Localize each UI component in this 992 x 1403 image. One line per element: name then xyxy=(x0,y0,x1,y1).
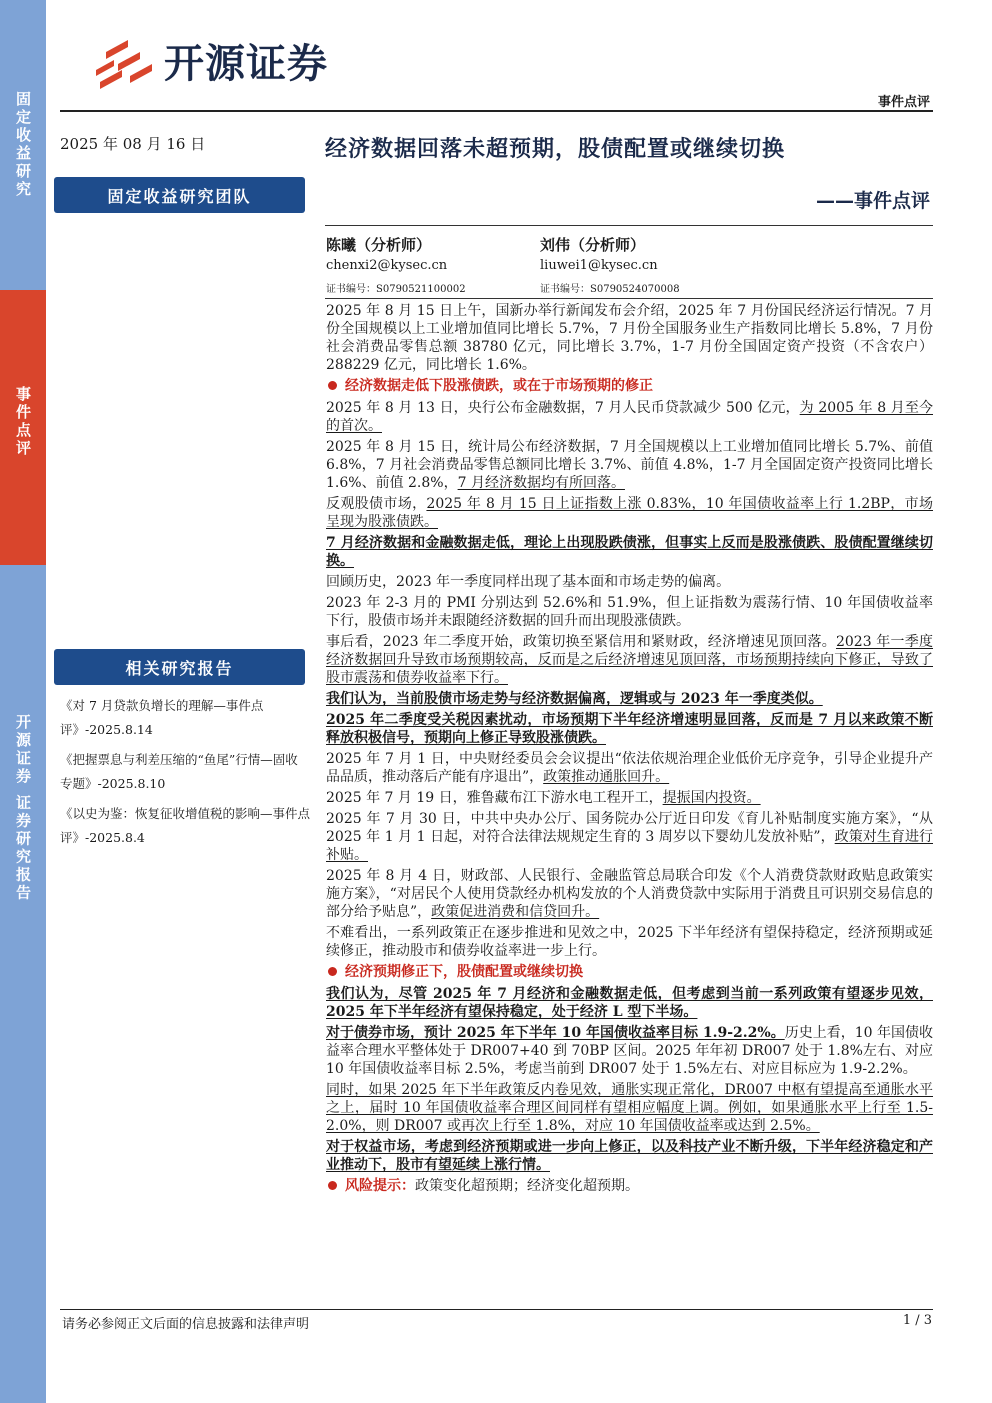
related-report-item[interactable]: 《对 7 月贷款负增长的理解—事件点评》-2025.8.14 xyxy=(60,698,264,737)
bold-paragraph: 7 月经济数据和金融数据走低，理论上出现股跌债涨，但事实上反而是股涨债跌、股债配置继续切换。 xyxy=(326,535,933,569)
report-body xyxy=(326,302,933,1195)
text: 2025 年 8 月 15 日，统计局公布经济数据，7 月全国规模以上工业增加值同比增长 5.7%、前值 6.8%，7 月社会消费品零售总额同比增长 3.7%、前值 4.8%，1-7 月全国固定资产投资同比增长 1.6%、前值 2.8%， xyxy=(326,439,933,491)
bullet-dot-icon xyxy=(328,1181,337,1190)
title-divider xyxy=(325,225,933,226)
page-number: 1 / 3 xyxy=(902,1313,932,1328)
footer-divider xyxy=(60,1309,933,1310)
related-report-item[interactable]: 《把握票息与利差压缩的“鱼尾”行情—固收专题》-2025.8.10 xyxy=(60,752,298,791)
underlined-text: 2023 年一季度经济数据回升导致市场预期较高，反而是之后经济增速见顶回落，市场预期持续向下修正，导致了股市震荡和债券收益率下行。 xyxy=(326,634,933,686)
analyst-name: 刘伟（分析师） xyxy=(540,236,646,254)
section-heading-1 xyxy=(326,377,933,395)
text: 2025 年 8 月 13 日，央行公布金融数据，7 月人民币贷款减少 500 亿元， xyxy=(326,400,800,416)
underlined-text: 政策对生育进行补贴。 xyxy=(326,829,933,863)
brand-logo xyxy=(88,30,388,90)
text: 2025 年 7 月 19 日，雅鲁藏布江下游水电工程开工， xyxy=(326,790,663,806)
text: 反观股债市场， xyxy=(326,496,427,512)
underlined-text: 为 2005 年 8 月至今的首次。 xyxy=(326,400,933,434)
analyst-email[interactable]: chenxi2@kysec.cn xyxy=(326,258,448,273)
text: 事后看，2023 年二季度开始，政策切换至紧信用和紧财政，经济增速见顶回落。 xyxy=(326,634,836,650)
bullet-dot-icon xyxy=(328,381,337,390)
sidebar-label-research-report: 开源证券 证券研究报告 xyxy=(14,713,32,903)
paragraph xyxy=(326,867,933,921)
section-heading-text: 经济预期修正下，股债配置或继续切换 xyxy=(345,964,583,980)
report-date: 2025 年 08 月 16 日 xyxy=(60,135,206,153)
bullet-dot-icon xyxy=(328,967,337,976)
bold-underlined-text: 对于债券市场，预计 2025 年下半年 10 年国债收益率目标 1.9-2.2%。 xyxy=(326,1025,785,1041)
text: 2025 年 7 月 30 日，中共中央办公厅、国务院办公厅近日印发《育儿补贴制度实施方案》，“从 2025 年 1 月 1 日起，对符合法律法规规定生育的 3 周岁以下婴幼儿发放补贴”， xyxy=(326,811,933,845)
header-divider xyxy=(60,110,933,112)
analyst-card xyxy=(326,234,466,295)
sidebar-label-event-review: 事件点评 xyxy=(14,386,32,458)
underlined-text: 政策推动通胀回升。 xyxy=(543,769,670,785)
footer-disclaimer: 请务必参阅正文后面的信息披露和法律声明 xyxy=(62,1317,310,1332)
paragraph: 不难看出，一系列政策正在逐步推进和见效之中，2025 下半年经济有望保持稳定，经济预期或延续修正，推动股市和债券收益率进一步上行。 xyxy=(326,925,933,959)
logo-icon xyxy=(88,30,158,90)
underlined-text: 提振国内投资。 xyxy=(662,790,761,806)
paragraph: 回顾历史，2023 年一季度同样出现了基本面和市场走势的偏离。 xyxy=(326,574,731,590)
analyst-cert: 证书编号：S0790524070008 xyxy=(540,284,680,295)
related-reports-banner: 相关研究报告 xyxy=(54,649,305,685)
bold-paragraph: 我们认为，尽管 2025 年 7 月经济和金融数据走低，但考虑到当前一系列政策有望逐步见效，2025 年下半年经济有望保持稳定，处于经济 L 型下半场。 xyxy=(326,986,933,1020)
paragraph xyxy=(326,750,933,786)
bold-paragraph: 我们认为，当前股债市场走势与经济数据偏离，逻辑或与 2023 年一季度类似。 xyxy=(326,691,823,707)
paragraph xyxy=(326,495,933,531)
text: 历史上看，10 年国债收益率合理水平整体处于 DR007+40 到 70BP 区间。2025 年年初 DR007 处于 1.8%左右、对应 10 年国债收益率目标 2.5%，考虑当前到 DR007 处于 1.5%左右、对应目标应为 1.9-2.2%。 xyxy=(326,1025,933,1077)
paragraph xyxy=(326,810,933,864)
underlined-text: 7 月经济数据均有所回落。 xyxy=(457,475,625,491)
analyst-divider xyxy=(325,298,933,299)
report-title: 经济数据回落未超预期，股债配置或继续切换 xyxy=(325,137,786,162)
risk-warning xyxy=(326,1177,933,1195)
section-heading-2 xyxy=(326,963,933,981)
underlined-text: 2025 年 8 月 15 日上证指数上涨 0.83%，10 年国债收益率上行 1.2BP，市场呈现为股涨债跌。 xyxy=(326,496,933,530)
bold-paragraph: 对于权益市场，考虑到经济预期或进一步向上修正，以及科技产业不断升级，下半年经济稳定和产业推动下，股市有望延续上涨行情。 xyxy=(326,1139,933,1173)
left-sidebar-strip xyxy=(0,0,46,1403)
intro-paragraph: 2025 年 8 月 15 日上午，国新办举行新闻发布会介绍，2025 年 7 月份国民经济运行情况。7 月份全国规模以上工业增加值同比增长 5.7%，7 月份全国服务业生产指数同比增长 5.8%，7 月份社会消费品零售总额 38780 亿元，同比增长 3.7%，1-7 月份全国固定资产投资（不含农户）288229 亿元，同比增长 1.6%。 xyxy=(326,303,934,373)
paragraph xyxy=(326,399,933,435)
paragraph xyxy=(326,633,933,687)
bold-paragraph: 2025 年二季度受关税因素扰动，市场预期下半年经济增速明显回落，反而是 7 月以来政策不断释放积极信号，预期向上修正导致股涨债跌。 xyxy=(326,712,933,746)
related-reports-list xyxy=(60,694,310,856)
analyst-card xyxy=(540,234,680,295)
section-heading-text: 经济数据走低下股涨债跌，或在于市场预期的修正 xyxy=(345,378,653,394)
related-report-item[interactable]: 《以史为鉴：恢复征收增值税的影响—事件点评》-2025.8.4 xyxy=(60,806,311,845)
analyst-cert: 证书编号：S0790521100002 xyxy=(326,284,466,295)
analyst-name: 陈曦（分析师） xyxy=(326,236,432,254)
brand-name: 开源证券 xyxy=(164,40,328,87)
paragraph xyxy=(326,438,933,492)
sidebar-label-fixed-income: 固定收益研究 xyxy=(14,91,32,199)
risk-text: 政策变化超预期；经济变化超预期。 xyxy=(415,1178,639,1194)
text: 2025 年 8 月 4 日，财政部、人民银行、金融监管总局联合印发《个人消费贷款财政贴息政策实施方案》，“对居民个人使用贷款经办机构发放的个人消费贷款中实际用于消费且可识别交易信息的部分给予贴息”， xyxy=(326,868,933,920)
risk-label: 风险提示： xyxy=(345,1178,415,1194)
paragraph: 2023 年 2-3 月的 PMI 分别达到 52.6%和 51.9%，但上证指数为震荡行情、10 年国债收益率下行，股债市场并未跟随经济数据的回升而出现股涨债跌。 xyxy=(326,595,933,629)
strip-segment-bottom xyxy=(0,565,46,1403)
report-subtitle: ——事件点评 xyxy=(815,190,930,212)
header-report-type: 事件点评 xyxy=(877,95,930,110)
team-banner: 固定收益研究团队 xyxy=(54,177,305,213)
underlined-paragraph: 同时，如果 2025 年下半年政策反内卷见效，通胀实现正常化，DR007 中枢有望提高至通胀水平之上，届时 10 年国债收益率合理区间同样有望相应幅度上调。例如，如果通胀水平上行至 1.5-2.0%，则 DR007 或再次上行至 1.8%，对应 10 年国债收益率或达到 2.5%。 xyxy=(326,1082,933,1134)
text: 2025 年 7 月 1 日，中央财经委员会会议提出“依法依规治理企业低价无序竞争，引导企业提升产品品质，推动落后产能有序退出”， xyxy=(326,751,933,785)
paragraph xyxy=(326,1024,933,1078)
paragraph xyxy=(326,789,933,807)
underlined-text: 政策促进消费和信贷回升。 xyxy=(431,904,600,920)
analyst-email[interactable]: liuwei1@kysec.cn xyxy=(540,258,658,273)
